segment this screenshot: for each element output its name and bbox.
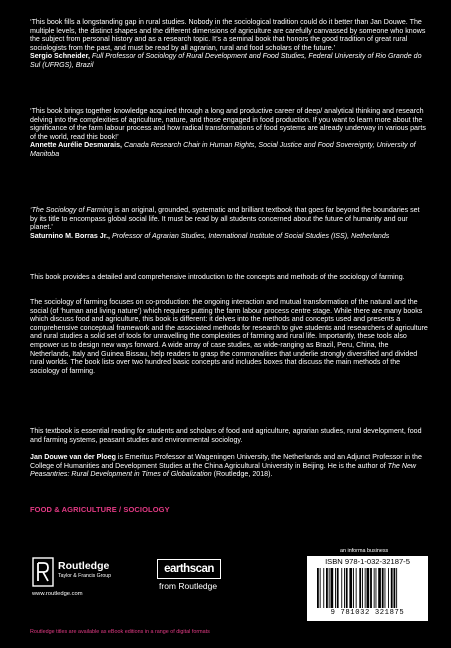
endorsement-2 bbox=[30, 107, 428, 159]
subject-category: FOOD & AGRICULTURE / SOCIOLOGY bbox=[30, 505, 170, 514]
blurb-audience: This textbook is essential reading for students and scholars of food and agriculture, agrarian studies, rural development, food and farming systems, peasant studies and environmental sociology. bbox=[30, 427, 422, 444]
blurb-intro: This book provides a detailed and comprehensive introduction to the concepts and methods of the sociology of farming. bbox=[30, 273, 405, 281]
publisher-tagline: Taylor & Francis Group bbox=[58, 573, 112, 579]
endorsement-1-text: ‘This book fills a longstanding gap in rural studies. Nobody in the sociological tradition could do it better than Jan Douwe. The multiple levels, the distinct shapes and the different dimensions of agriculture are carefully canvassed by someone who knows the subject from personal history and as a research topic. It’s a seminal book that honors the good tradition of great rural sociologists from the past, and must be read by all agrarian, rural and food scholars of the future.’ bbox=[30, 18, 426, 52]
isbn-label: ISBN 978-1-032-32187-5 bbox=[325, 557, 410, 566]
routledge-logo bbox=[32, 557, 127, 597]
endorsement-1-affiliation: Full Professor of Sociology of Rural Development and Food Studies, Federal University of Rio Grande do Sul (UFRGS), Brazil bbox=[30, 52, 422, 69]
parent-company: an informa business bbox=[340, 548, 389, 554]
endorsement-1 bbox=[30, 18, 428, 70]
routledge-mark-icon bbox=[32, 557, 54, 587]
author-bio: Jan Douwe van der Ploeg is Emeritus Professor at Wageningen University, the Netherlands and an Adjunct Professor in the College of Humanities and Development Studies at the China Agricultural University in Beijing. He is the author of The New Peasantries: Rural Development in Times of Globalization (Routledge, 2018). bbox=[30, 453, 422, 479]
earthscan-logo bbox=[157, 559, 221, 599]
endorsement-3-text: ‘The Sociology of Farming is an original, grounded, systematic and brilliant textbook that goes far beyond the boundaries set by its title to encompass global social life. It must be read by all students concerned about the future of humanity and our planet.’ bbox=[30, 206, 420, 232]
endorsement-2-affiliation: Canada Research Chair in Human Rights, Social Justice and Food Sovereignty, University of Manitoba bbox=[30, 141, 416, 158]
blurb-body: The sociology of farming focuses on co-production: the ongoing interaction and mutual transformation of the natural and the social (of ‘human and living nature’) which requires putting the farm labour process centre stage. While there are many books which discuss food and agriculture, this book is different: it delves into the methods and concepts used and presents a comprehensive conceptual framework and the associated methods for research to give students and researchers of agriculture and rural studies a solid set of tools for unravelling the complexities of farming and rural life. Importantly, these tools also empower us to design new ways forward. A wide array of case studies, as wide-ranging as Brazil, Peru, China, the Netherlands, Italy and Guinea Bissau, help readers to grasp the commonalities that underlie strongly diversified and divided rural worlds. The book lists over two hundred basic concepts and includes boxes that discuss the main methods of the sociology of farming. bbox=[30, 298, 428, 375]
barcode-icon bbox=[317, 568, 422, 611]
book-title-inline: ‘The Sociology of Farming bbox=[30, 206, 113, 214]
publisher-name: Routledge bbox=[58, 560, 110, 572]
imprint-wordmark: earthscan bbox=[157, 559, 221, 579]
author-previous-book: The New Peasantries: Rural Development in Times of Globalization bbox=[30, 461, 417, 479]
endorsement-2-name: Annette Aurélie Desmarais, bbox=[30, 141, 122, 150]
ebook-note: Routledge titles are available as eBook editions in a range of digital formats bbox=[30, 629, 210, 635]
author-name: Jan Douwe van der Ploeg bbox=[30, 453, 116, 461]
isbn-barcode-panel bbox=[307, 556, 428, 621]
endorsement-3-affiliation: Professor of Agrarian Studies, International Institute of Social Studies (ISS), Netherlands bbox=[110, 231, 390, 240]
endorsement-2-text: ‘This book brings together knowledge acquired through a long and productive career of deep/ analytical thinking and research delving into the complexities of agriculture, nature, and those engaged in food production. If you want to learn more about the significance of the farm labour process and how radical transformations of food systems are already underway in various parts of the world, read this book!’ bbox=[30, 107, 426, 141]
publisher-url: www.routledge.com bbox=[32, 591, 83, 597]
endorsement-3 bbox=[30, 206, 428, 240]
endorsement-3-name: Saturnino M. Borras Jr., bbox=[30, 231, 111, 240]
imprint-from: from Routledge bbox=[159, 581, 218, 591]
endorsement-1-name: Sergio Schneider, bbox=[30, 52, 90, 61]
barcode-digits: 9 781032 321875 bbox=[330, 609, 405, 617]
